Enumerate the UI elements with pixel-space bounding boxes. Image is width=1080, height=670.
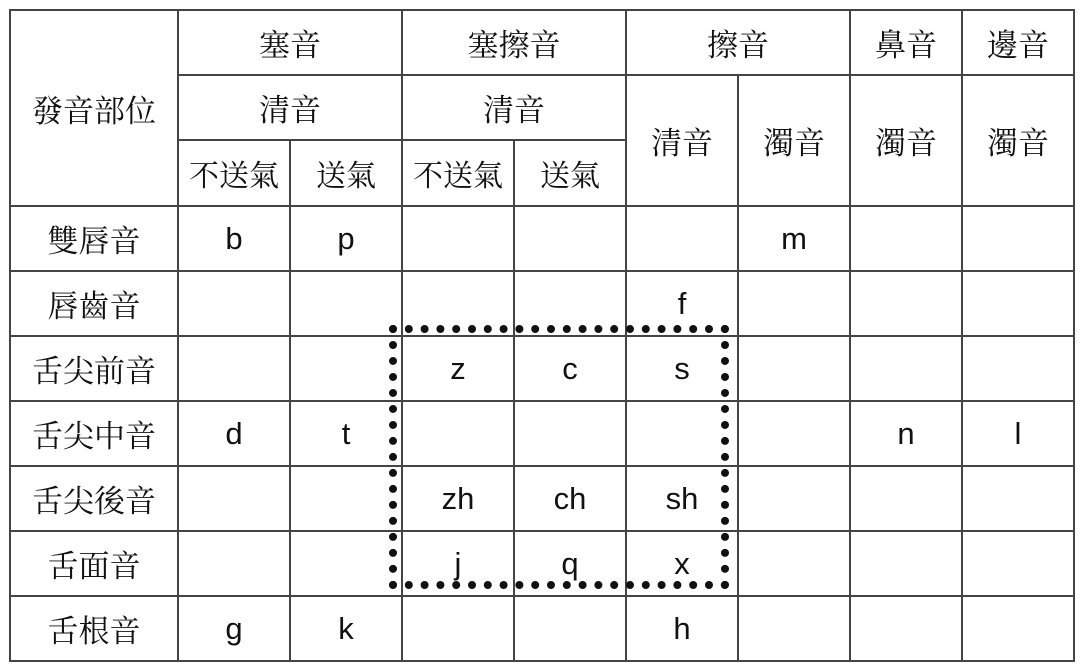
table-cell: c bbox=[514, 336, 626, 401]
table-cell bbox=[738, 336, 850, 401]
stop-aspirated-header: 送氣 bbox=[290, 140, 402, 206]
row-label: 舌面音 bbox=[10, 531, 178, 596]
table-row bbox=[10, 401, 1074, 466]
manner-fricative-header: 擦音 bbox=[626, 10, 850, 75]
table-cell bbox=[738, 596, 850, 661]
table-cell bbox=[178, 466, 290, 531]
table-cell: m bbox=[738, 206, 850, 271]
table-cell bbox=[626, 401, 738, 466]
table-cell bbox=[290, 271, 402, 336]
table-cell: f bbox=[626, 271, 738, 336]
table-cell bbox=[290, 336, 402, 401]
table-cell bbox=[962, 271, 1074, 336]
table-cell bbox=[850, 336, 962, 401]
affricate-aspirated-header: 送氣 bbox=[514, 140, 626, 206]
row-label: 舌尖中音 bbox=[10, 401, 178, 466]
table-cell: p bbox=[290, 206, 402, 271]
table-cell: g bbox=[178, 596, 290, 661]
table-cell: j bbox=[402, 531, 514, 596]
table-cell bbox=[962, 206, 1074, 271]
fricative-voiced-header: 濁音 bbox=[738, 75, 850, 206]
row-label: 雙唇音 bbox=[10, 206, 178, 271]
table-cell bbox=[962, 596, 1074, 661]
table-cell bbox=[514, 596, 626, 661]
table-cell: x bbox=[626, 531, 738, 596]
table-row bbox=[10, 206, 1074, 271]
table-cell: t bbox=[290, 401, 402, 466]
table-cell: ch bbox=[514, 466, 626, 531]
table-cell bbox=[402, 271, 514, 336]
manner-affricate-header: 塞擦音 bbox=[402, 10, 626, 75]
manner-nasal-header: 鼻音 bbox=[850, 10, 962, 75]
table-cell bbox=[962, 336, 1074, 401]
table-cell bbox=[738, 271, 850, 336]
table-cell bbox=[738, 466, 850, 531]
manner-stop-header: 塞音 bbox=[178, 10, 402, 75]
table-cell bbox=[962, 531, 1074, 596]
table-cell bbox=[850, 206, 962, 271]
table-cell bbox=[178, 336, 290, 401]
table-cell bbox=[402, 596, 514, 661]
stop-unaspirated-header: 不送氣 bbox=[178, 140, 290, 206]
table-cell bbox=[738, 401, 850, 466]
table-row bbox=[10, 466, 1074, 531]
table-cell bbox=[626, 206, 738, 271]
table-cell: s bbox=[626, 336, 738, 401]
table-cell: l bbox=[962, 401, 1074, 466]
consonant-chart bbox=[9, 9, 1075, 662]
affricate-unaspirated-header: 不送氣 bbox=[402, 140, 514, 206]
table-cell bbox=[850, 531, 962, 596]
affricate-voicing-header: 清音 bbox=[402, 75, 626, 140]
table-cell bbox=[402, 206, 514, 271]
nasal-voiced-header: 濁音 bbox=[850, 75, 962, 206]
table-cell: sh bbox=[626, 466, 738, 531]
lateral-voiced-header: 濁音 bbox=[962, 75, 1074, 206]
table-row bbox=[10, 531, 1074, 596]
table-cell bbox=[850, 466, 962, 531]
table-cell: z bbox=[402, 336, 514, 401]
table-cell: b bbox=[178, 206, 290, 271]
position-header: 發音部位 bbox=[10, 10, 178, 206]
table-cell bbox=[178, 271, 290, 336]
table-cell bbox=[514, 206, 626, 271]
table-cell: h bbox=[626, 596, 738, 661]
table-row bbox=[10, 336, 1074, 401]
table-cell bbox=[402, 401, 514, 466]
table-row bbox=[10, 596, 1074, 661]
table-cell bbox=[290, 466, 402, 531]
table-cell: d bbox=[178, 401, 290, 466]
table-cell bbox=[850, 596, 962, 661]
row-label: 舌根音 bbox=[10, 596, 178, 661]
table-cell bbox=[962, 466, 1074, 531]
table-cell: k bbox=[290, 596, 402, 661]
consonant-table bbox=[9, 9, 1075, 662]
table-cell: zh bbox=[402, 466, 514, 531]
table-row bbox=[10, 271, 1074, 336]
table-cell bbox=[738, 531, 850, 596]
stop-voicing-header: 清音 bbox=[178, 75, 402, 140]
fricative-voiceless-header: 清音 bbox=[626, 75, 738, 206]
manner-lateral-header: 邊音 bbox=[962, 10, 1074, 75]
table-cell bbox=[514, 401, 626, 466]
row-label: 舌尖前音 bbox=[10, 336, 178, 401]
row-label: 唇齒音 bbox=[10, 271, 178, 336]
table-cell bbox=[850, 271, 962, 336]
table-cell: q bbox=[514, 531, 626, 596]
table-cell bbox=[290, 531, 402, 596]
table-cell: n bbox=[850, 401, 962, 466]
row-label: 舌尖後音 bbox=[10, 466, 178, 531]
table-cell bbox=[514, 271, 626, 336]
table-cell bbox=[178, 531, 290, 596]
